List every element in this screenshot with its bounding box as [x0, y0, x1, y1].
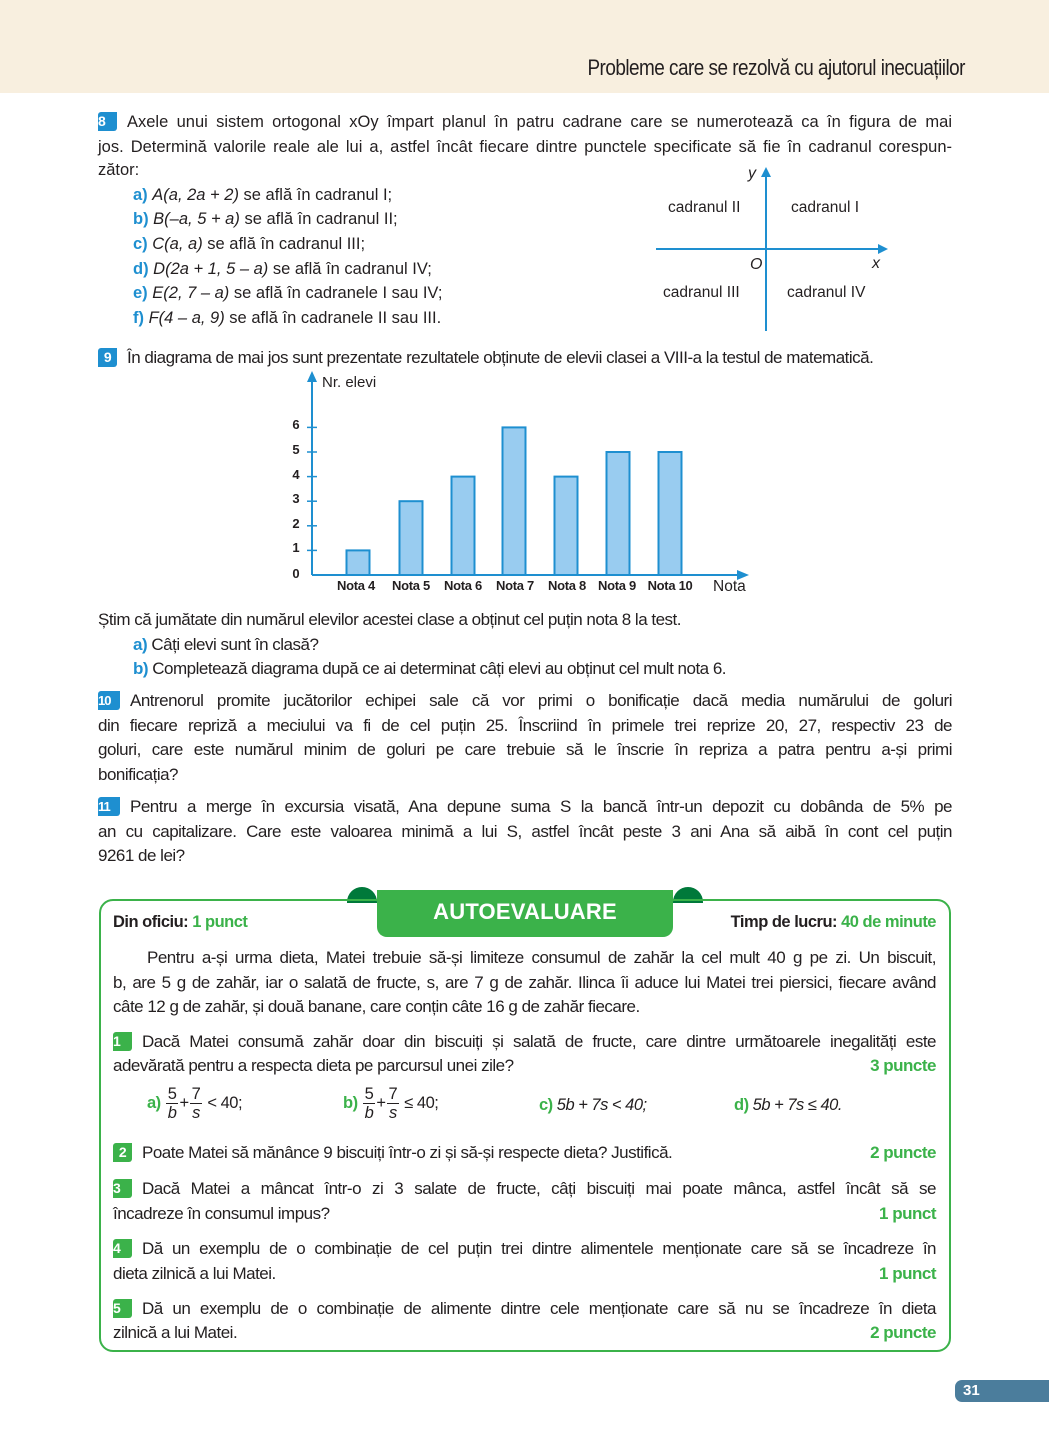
x-tick-nota-9: Nota 9 — [598, 578, 636, 593]
ae-q1-points: 3 puncte — [870, 1056, 936, 1075]
problem-number-badge: 8 — [98, 112, 117, 131]
bar-nota-7 — [503, 427, 526, 575]
ae-q1-line-1: 1 Dacă Matei consumă zahăr doar din biscuiți și salată de fructe, care dintre următoarele inegalități este — [113, 1032, 936, 1051]
page-number: 31 — [955, 1380, 1049, 1402]
ae-q3-line-2: încadreze în consumul impus? — [113, 1204, 330, 1223]
y-tick-0: 0 — [292, 566, 300, 581]
y-axis-label: y — [748, 165, 756, 182]
problem-11-line-2: an cu capitalizare. Care este valoarea minimă a lui S, astfel încât peste 3 ani Ana să aibă în cont cel puțin — [98, 822, 952, 841]
question-number-badge: 2 — [113, 1143, 132, 1162]
problem-8-item-f: f) F(4 – a, 9) se află în cadranele II sau III. — [133, 309, 442, 327]
problem-8-item-e: e) E(2, 7 – a) se află în cadranele I sau IV; — [133, 284, 443, 302]
problem-8-item-d: d) D(2a + 1, 5 – a) se află în cadranul IV; — [133, 260, 432, 278]
x-tick-nota-4: Nota 4 — [337, 578, 375, 593]
ae-intro-2: b, are 5 g de zahăr, iar o salată de fructe, s, are 7 g de zahăr. Ilinca îi aduce lui Matei trei piersici, fiecare având — [113, 973, 936, 992]
quadrant-1-label: cadranul I — [791, 199, 860, 216]
ae-q2-line-1: 2 Poate Matei să mănânce 9 biscuiți într-o zi și să-și respecte dieta? Justifică. — [113, 1140, 936, 1165]
ae-q5-line-2: zilnică a lui Matei. — [113, 1323, 238, 1342]
ae-q1-line-2: adevărată pentru a respecta dieta pe parcursul unei zile? — [113, 1056, 514, 1075]
problem-9-item-b: b) Completează diagrama după ce ai determinat câți elevi au obținut cel mult nota 6. — [133, 659, 727, 678]
ae-q1-option-a: a) $\frac{5}{b}$ + $\frac{7}{s}$ < 40; — [147, 1085, 243, 1122]
problem-10-line-4: bonificația? — [98, 765, 179, 784]
problem-11-line-1: 11 Pentru a merge în excursia visată, Ana depune suma S la bancă într-un depozit cu dobânda de 5% pe — [98, 797, 952, 816]
ae-q4-points: 1 punct — [879, 1264, 936, 1283]
bar-chart — [280, 368, 760, 600]
problem-number-badge: 10 — [98, 691, 120, 710]
x-tick-nota-8: Nota 8 — [548, 578, 586, 593]
y-axis-title: Nr. elevi — [322, 374, 377, 391]
y-tick-5: 5 — [292, 442, 300, 457]
problem-10-line-3: goluri, care este numărul minim de goluri pe care trebuie să le înscrie în repriza a patra pentru a-și primi — [98, 740, 952, 759]
problem-10-line-1: 10 Antrenorul promite jucătorilor echipei sale că vor primi o bonificație dacă media numărului de goluri — [98, 691, 952, 710]
din-oficiu: Din oficiu: 1 punct — [113, 913, 248, 931]
x-tick-nota-7: Nota 7 — [496, 578, 534, 593]
ae-q1-option-d: d) 5b + 7s ≤ 40. — [734, 1096, 842, 1114]
bar-nota-4 — [347, 550, 370, 575]
y-tick-2: 2 — [292, 516, 300, 531]
problem-8-intro-1: 8 Axele unui sistem ortogonal xOy împart planul în patru cadrane care se numerotează ca în figura de mai — [98, 113, 952, 131]
ae-q1-option-c: c) 5b + 7s < 40; — [539, 1096, 647, 1114]
ae-q3-points: 1 punct — [879, 1204, 936, 1223]
y-tick-3: 3 — [292, 491, 300, 506]
ae-q4-line-1: 4 Dă un exemplu de o combinație de cel puțin trei dintre alimentele menționate care să se încadreze în — [113, 1239, 936, 1258]
problem-number-badge: 11 — [98, 797, 120, 816]
problem-9-statement: Știm că jumătate din numărul elevilor acestei clase a obținut cel puțin nota 8 la test. — [98, 610, 682, 629]
quadrant-diagram — [650, 165, 900, 335]
timp-de-lucru: Timp de lucru: 40 de minute — [730, 913, 936, 931]
quadrant-3-label: cadranul III — [663, 284, 740, 301]
question-number-badge: 3 — [113, 1179, 132, 1198]
y-tick-6: 6 — [292, 417, 300, 432]
question-number-badge: 4 — [113, 1239, 132, 1258]
question-number-badge: 5 — [113, 1299, 132, 1318]
x-axis-label: x — [872, 255, 880, 272]
problem-9-item-a: a) Câți elevi sunt în clasă? — [133, 635, 319, 654]
problem-10-line-2: din fiecare repriză a meciului va fi de cel puțin 25. Înscriind în primele trei reprize 20, 27, respectiv 23 de — [98, 716, 952, 735]
problem-8-item-b: b) B(–a, 5 + a) se află în cadranul II; — [133, 210, 398, 228]
y-tick-4: 4 — [292, 467, 300, 482]
ae-q4-line-2: dieta zilnică a lui Matei. — [113, 1264, 276, 1283]
problem-number-badge: 9 — [98, 348, 117, 367]
bar-nota-6 — [452, 477, 475, 575]
ae-q2-points: 2 puncte — [870, 1143, 936, 1162]
problem-11-line-3: 9261 de lei? — [98, 846, 185, 865]
ae-intro-1: Pentru a-și urma dieta, Matei trebuie să-și limiteze consumul de zahăr la cel mult 40 g pe zi. Un biscuit, — [147, 948, 936, 967]
problem-8-item-a: a) A(a, 2a + 2) se află în cadranul I; — [133, 186, 393, 204]
bar-nota-8 — [555, 477, 578, 575]
quadrant-2-label: cadranul II — [668, 199, 741, 216]
x-axis-title: Nota — [713, 578, 746, 595]
ae-intro-3: câte 12 g de zahăr, și două banane, care conțin câte 16 g de zahăr fiecare. — [113, 997, 640, 1016]
self-assessment-title: AUTOEVALUARE — [377, 890, 673, 937]
ae-q5-line-1: 5 Dă un exemplu de o combinație de alimente dintre cele menționate care să nu se încadreze în dieta — [113, 1299, 936, 1318]
coordinate-axes-icon — [650, 165, 900, 335]
x-tick-nota-10: Nota 10 — [647, 578, 693, 593]
ae-q1-option-b: b) $\frac{5}{b}$ + $\frac{7}{s}$ ≤ 40; — [343, 1085, 439, 1122]
problem-8-intro-2: jos. Determină valorile reale ale lui a, astfel încât fiecare dintre punctele specificate să fie în cadranul corespun- — [98, 138, 952, 156]
question-number-badge: 1 — [113, 1032, 132, 1051]
x-tick-nota-5: Nota 5 — [392, 578, 430, 593]
bar-nota-10 — [659, 452, 682, 575]
problem-8-item-c: c) C(a, a) se află în cadranul III; — [133, 235, 366, 253]
ae-q5-points: 2 puncte — [870, 1323, 936, 1342]
problem-9-intro: 9 În diagrama de mai jos sunt prezentate rezultatele obținute de elevii clasei a VIII-a la testul de matematică. — [98, 345, 952, 370]
bar-nota-9 — [607, 452, 630, 575]
ae-q3-line-1: 3 Dacă Matei a mâncat într-o zi 3 salate de fructe, câți biscuiți mai poate mânca, astfel încât să se — [113, 1179, 936, 1198]
origin-label: O — [750, 256, 763, 273]
problem-8-intro-3: zător: — [98, 161, 140, 179]
page-header — [0, 0, 1049, 93]
chapter-title: Probleme care se rezolvă cu ajutorul inecuațiilor — [587, 55, 965, 80]
x-tick-nota-6: Nota 6 — [444, 578, 482, 593]
chart-axes — [280, 368, 760, 600]
y-tick-1: 1 — [292, 540, 300, 555]
quadrant-4-label: cadranul IV — [787, 284, 866, 301]
bar-nota-5 — [400, 501, 423, 575]
